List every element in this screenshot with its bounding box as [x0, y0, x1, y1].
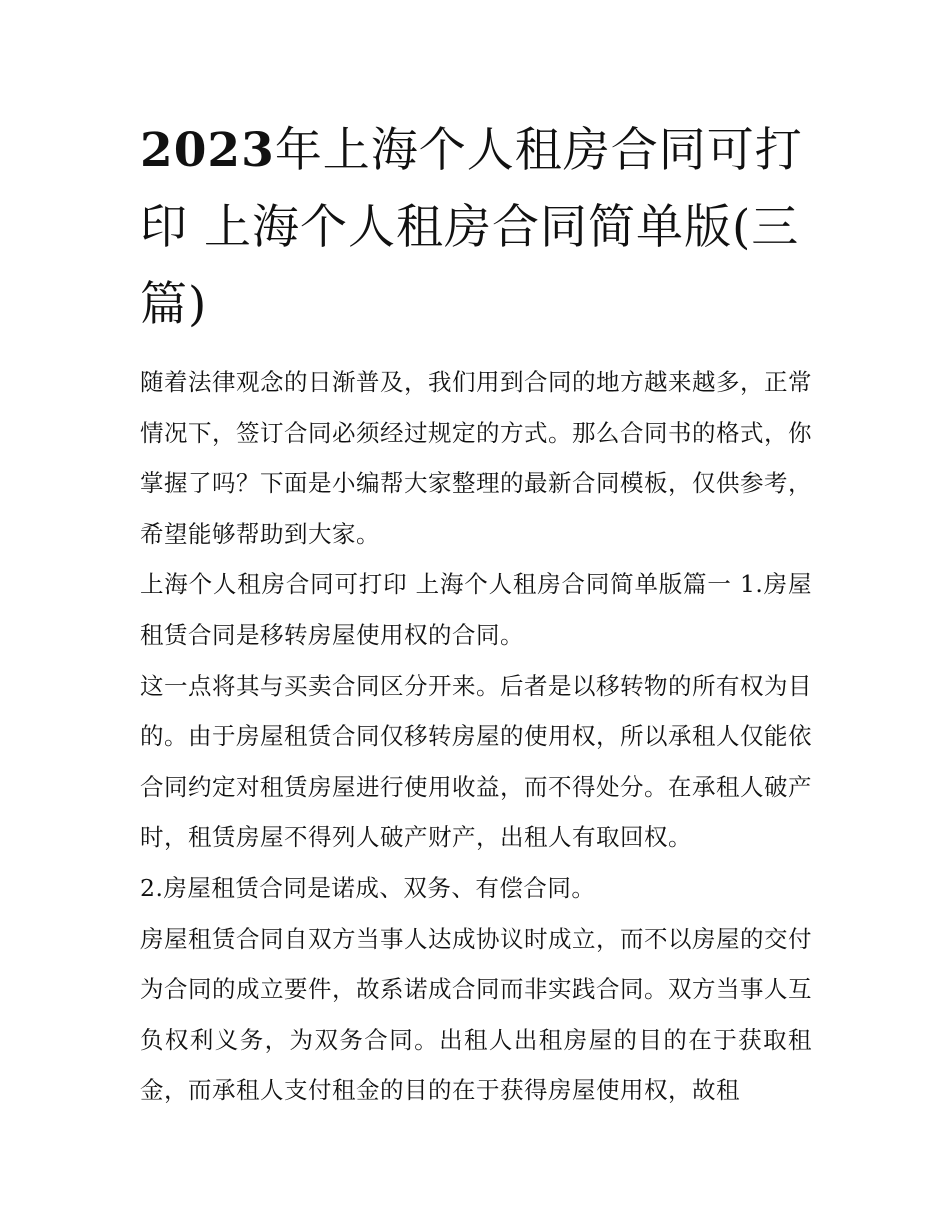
paragraph-point-two: 2.房屋租赁合同是诺成、双务、有偿合同。 — [140, 873, 596, 902]
document-title — [140, 112, 812, 343]
paragraph-consensual: 房屋租赁合同自双方当事人达成协议时成立，而不以房屋的交付为合同的成立要件，故系诺成合同而非实践合同。双方当事人互负权利义务，为双务合同。出租人出租房屋的目的在于获取租金，而承租人支付租金的目的在于获得房屋使用权，故租 — [140, 924, 812, 1105]
paragraph-use-right: 这一点将其与买卖合同区分开来。后者是以移转物的所有权为目的。由于房屋租赁合同仅移转房屋的使用权，所以承租人仅能依合同约定对租赁房屋进行使用收益，而不得处分。在承租人破产时，租赁房屋不得列人破产财产，出租人有取回权。 — [140, 671, 812, 852]
title-text: 年上海个人租房合同可打印 上海个人租房合同简单版(三篇) — [140, 123, 803, 332]
paragraph-intro: 随着法律观念的日渐普及，我们用到合同的地方越来越多，正常情况下，签订合同必须经过规定的方式。那么合同书的格式，你掌握了吗？下面是小编帮大家整理的最新合同模板，仅供参考，希望能够帮助到大家。 — [140, 368, 812, 548]
paragraph-section-one: 上海个人租房合同可打印 上海个人租房合同简单版篇一 1.房屋租赁合同是移转房屋使用权的合同。 — [140, 570, 812, 649]
document-page — [140, 112, 812, 1116]
title-year: 2023 — [140, 123, 275, 178]
